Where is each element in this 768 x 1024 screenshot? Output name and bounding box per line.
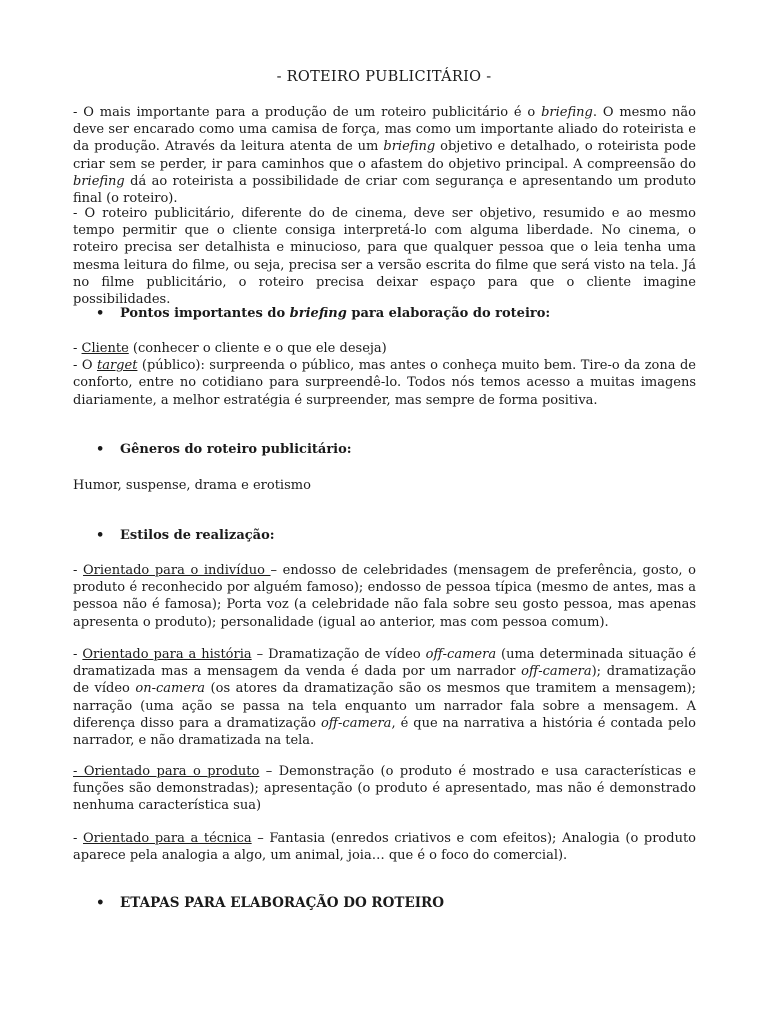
estilo-historia-paragraph <box>73 646 696 749</box>
text-run: (os atores da dramatização são os mesmos que tramitem a mensagem); narração (uma ação se passa na tela enquanto um narrador fala sobre a mensagem. A diferença disso para a dramatização <box>73 681 696 731</box>
text-run: - <box>73 831 84 846</box>
bullet-icon: • <box>96 895 105 911</box>
text-run: – Dramatização de vídeo <box>251 647 426 662</box>
text-run: Estilos de realização: <box>120 528 275 543</box>
bullet-icon: • <box>96 306 105 321</box>
italic-term: off-camera <box>521 664 592 680</box>
underlined-term: - Orientado para o produto <box>73 764 260 779</box>
text-run: – Demonstração (o produto é mostrado e usa características e funções são demonstradas); apresentação (o produto é apresentado, mas não é demonstrado nenhuma característica sua) <box>73 764 696 814</box>
text-run: ETAPAS PARA ELABORAÇÃO DO ROTEIRO <box>120 895 445 911</box>
underlined-term: Cliente <box>81 341 129 356</box>
section-heading-estilos <box>96 527 696 544</box>
text-run: para elaboração do roteiro: <box>346 306 551 321</box>
text-run: – Fantasia (enredos criativos e com efeitos); Analogia (o produto aparece pela analogia a algo, um animal, joia… que é o foco do comercial). <box>73 831 696 864</box>
bullet-icon: • <box>96 442 105 457</box>
italic-term: off-camera <box>320 715 392 731</box>
text-run: – endosso de celebridades (mensagem de preferência, gosto, o produto é reconhecido por alguém famoso); endosso de pessoa típica (mesmo de antes, mas a pessoa não é famosa); Porta voz (a celebridade não fala sobre seu gosto pessoa, mas apenas apresenta o produto); personalidade (igual ao anterior, mas com pessoa comum). <box>73 563 696 630</box>
estilo-tecnica-paragraph <box>73 830 696 864</box>
text-run: - O <box>73 358 97 374</box>
italic-term: briefing <box>383 139 436 155</box>
section-heading-generos <box>96 441 696 458</box>
generos-body: Humor, suspense, drama e erotismo <box>73 478 311 493</box>
section-heading-etapas <box>96 895 696 912</box>
briefing-points <box>73 340 696 409</box>
intro-paragraph-1 <box>73 104 696 207</box>
text-run: - O mais importante para a produção de um roteiro publicitário é o <box>73 105 542 120</box>
underlined-term: Orientado para o indivíduo <box>83 563 271 578</box>
text-run: objetivo e detalhado, o roteirista pode criar sem se perder, ir para caminhos que o afastem do objetivo principal. A compreensão do <box>73 139 696 172</box>
text-run: (público): surpreenda o público, mas antes o conheça muito bem. Tire-o da zona de conforto, entre no cotidiano para surpreendê-lo. Todos nós temos acesso a muitas imagens diariamente, a melhor estratégia é surpreender, mas sempre de forma positiva. <box>73 358 696 408</box>
estilo-individuo-paragraph <box>73 562 696 631</box>
text-run: - <box>73 341 82 356</box>
text-run: . O mesmo não deve ser encarado como uma camisa de força, mas como um importante aliado do roteirista e da produção. Através da leitura atenta de um <box>73 105 696 155</box>
italic-term: briefing <box>289 306 347 321</box>
intro-paragraph-2: - O roteiro publicitário, diferente do de cinema, deve ser objetivo, resumido e ao mesmo tempo permitir que o cliente consiga interpretá-lo com alguma liberdade. No cinema, o roteiro precisa ser detalhista e minucioso, para que qualquer pessoa que o leia tenha uma mesma leitura do filme, ou seja, precisa ser a versão escrita do filme que será visto na tela. Já no filme publicitário, o roteiro precisa deixar espaço para que o cliente imagine possibilidades. <box>73 206 696 308</box>
section-heading-briefing <box>96 305 696 322</box>
text-run: - <box>73 563 83 578</box>
text-run: dá ao roteirista a possibilidade de criar com segurança e apresentando um produto final (o roteiro). <box>73 173 696 207</box>
italic-term: on-camera <box>135 681 206 697</box>
italic-term: briefing <box>73 173 125 189</box>
bullet-icon: • <box>96 528 105 543</box>
underlined-term: Orientado para a técnica <box>83 831 252 846</box>
document-title: - ROTEIRO PUBLICITÁRIO - <box>276 69 492 85</box>
italic-term: briefing <box>541 105 593 120</box>
underlined-term: Orientado para a história <box>82 647 252 662</box>
text-run: (uma determinada situação é dramatizada mas a mensagem da venda é dada por um narrador <box>73 647 697 680</box>
estilo-produto-paragraph <box>73 763 696 815</box>
text-run: - <box>73 647 83 662</box>
underlined-term: target <box>96 358 138 374</box>
text-run: Pontos importantes do <box>120 306 290 321</box>
text-run: , é que na narrativa a história é contada pelo narrador, e não dramatizada na tela. <box>73 715 696 749</box>
text-run: (conhecer o cliente e o que ele deseja) <box>128 341 387 356</box>
italic-term: off-camera <box>425 647 497 662</box>
text-run: Gêneros do roteiro publicitário: <box>120 442 352 457</box>
text-run: ); dramatização de vídeo <box>73 664 696 697</box>
